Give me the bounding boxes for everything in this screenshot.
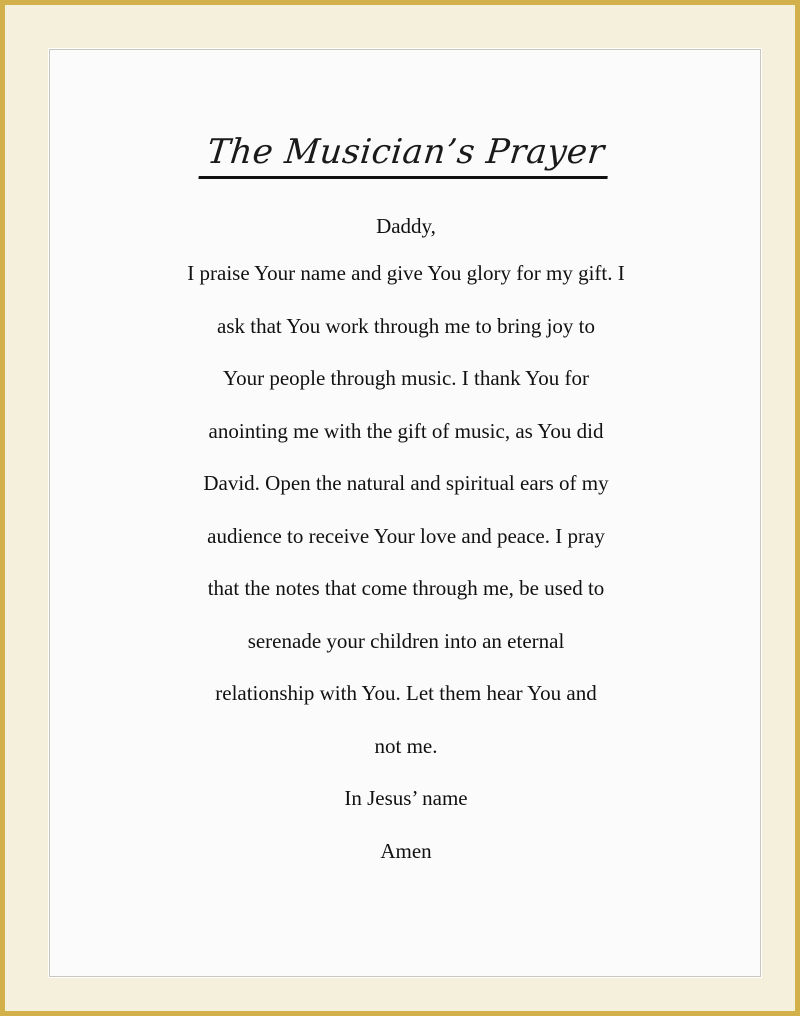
prayer-line: audience to receive Your love and peace. I pray <box>207 523 605 548</box>
title-container <box>50 130 762 179</box>
greeting-line: Daddy, <box>376 214 436 238</box>
amen-line: Amen <box>380 838 432 863</box>
prayer-line: that the notes that come through me, be used to <box>207 576 605 600</box>
closing-line: In Jesus’ name <box>344 786 468 810</box>
prayer-line: David. Open the natural and spiritual ears of my <box>203 471 609 495</box>
prayer-line: anointing me with the gift of music, as You did <box>208 418 604 443</box>
prayer-line: ask that You work through me to bring joy to <box>217 313 595 338</box>
prayer-line: I praise Your name and give You glory for my gift. I <box>187 261 625 285</box>
prayer-line: Your people through music. I thank You for <box>223 366 589 390</box>
frame-mat <box>5 5 795 1011</box>
prayer-body <box>50 205 762 877</box>
prayer-sheet <box>49 49 761 977</box>
prayer-line: relationship with You. Let them hear You and <box>215 681 597 705</box>
prayer-line: not me. <box>374 733 438 758</box>
prayer-title: The Musician’s Prayer <box>199 130 613 179</box>
prayer-line: serenade your children into an eternal <box>247 628 565 653</box>
